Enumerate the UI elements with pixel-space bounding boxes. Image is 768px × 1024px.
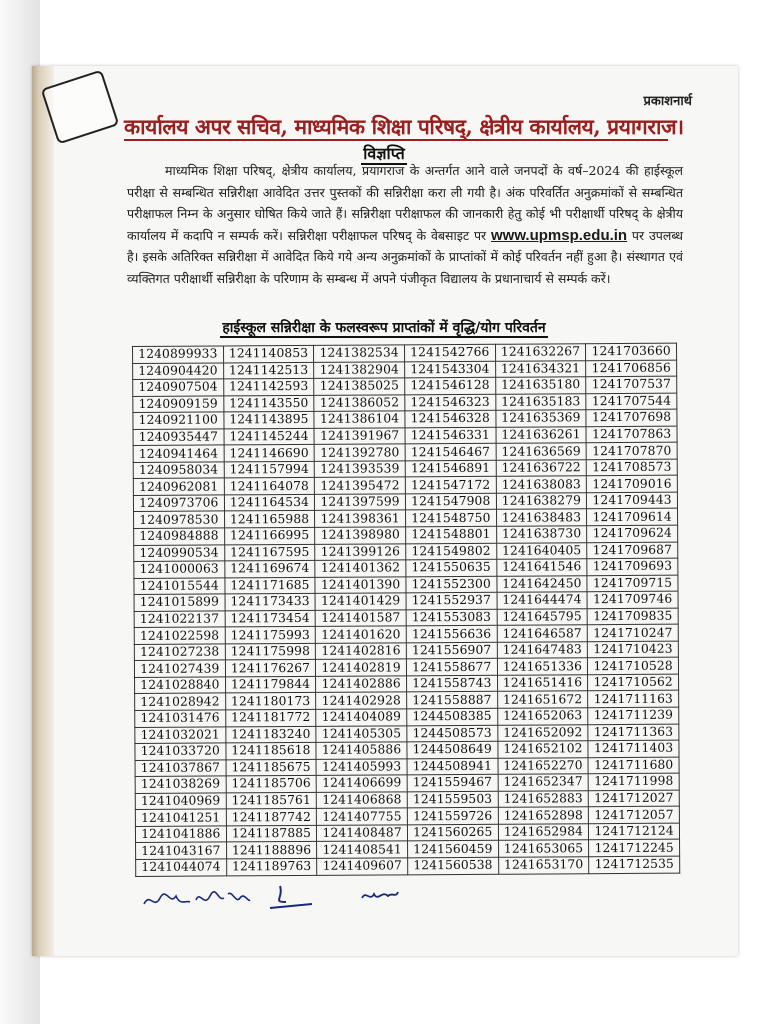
roll-number-cell: 1241709715: [587, 575, 678, 592]
roll-number-cell: 1241560538: [408, 857, 499, 874]
roll-number-cell: 1241546328: [405, 410, 496, 427]
roll-number-cell: 1241402928: [316, 692, 407, 709]
roll-number-cell: 1241711363: [588, 724, 679, 741]
roll-number-cell: 1241647483: [497, 642, 588, 659]
roll-number-cell: 1241169674: [224, 560, 315, 577]
roll-number-table-body: [133, 343, 680, 876]
roll-number-cell: 1241710247: [587, 624, 678, 641]
roll-number-cell: 1241652898: [498, 807, 589, 824]
roll-number-cell: 1241703660: [586, 343, 677, 360]
roll-number-cell: 1241709016: [587, 476, 678, 493]
roll-number-cell: 1241635180: [495, 377, 586, 394]
roll-number-cell: 1241712124: [589, 823, 680, 840]
roll-number-cell: 1241031476: [135, 710, 226, 727]
table-title: [0, 318, 768, 337]
roll-number-cell: 1241636722: [496, 460, 587, 477]
roll-number-cell: 1241404089: [316, 709, 407, 726]
signatures: [140, 880, 440, 920]
roll-number-cell: 1241397599: [315, 494, 406, 511]
roll-number-cell: 1241405886: [316, 742, 407, 759]
roll-number-cell: 1241709693: [587, 558, 678, 575]
roll-number-cell: 1241548750: [405, 510, 496, 527]
roll-number-cell: 1241559726: [407, 808, 498, 825]
roll-number-cell: 1241651336: [497, 658, 588, 675]
roll-number-cell: 1241405305: [316, 725, 407, 742]
roll-number-cell: 1241187742: [226, 809, 317, 826]
roll-number-cell: 1241142513: [223, 362, 314, 379]
signature-3: [228, 893, 250, 900]
roll-number-cell: 1240941464: [133, 445, 224, 462]
roll-number-cell: 1240990534: [134, 545, 225, 562]
roll-number-cell: 1241652883: [498, 790, 589, 807]
roll-number-cell: 1241542766: [404, 344, 495, 361]
page-fold-shadow: [32, 66, 54, 956]
roll-number-cell: 1241391967: [314, 428, 405, 445]
roll-number-cell: 1241707870: [586, 442, 677, 459]
roll-number-cell: 1241712057: [589, 806, 680, 823]
roll-number-cell: 1241401362: [315, 560, 406, 577]
roll-number-cell: 1241635369: [496, 410, 587, 427]
roll-number-cell: 1241157994: [224, 461, 315, 478]
signature-5: [362, 892, 398, 898]
heading-underline: [124, 139, 668, 141]
roll-number-cell: 1240899933: [133, 346, 224, 363]
roll-number-cell: 1241171685: [225, 577, 316, 594]
roll-number-cell: 1241398361: [315, 510, 406, 527]
roll-number-cell: 1240984888: [134, 528, 225, 545]
roll-number-cell: 1241644474: [497, 592, 588, 609]
roll-number-cell: 1241185618: [226, 743, 317, 760]
roll-number-cell: 1241173433: [225, 594, 316, 611]
roll-number-cell: 1244508573: [407, 725, 498, 742]
roll-number-cell: 1241646587: [497, 625, 588, 642]
roll-number-cell: 1241040969: [135, 793, 226, 810]
roll-number-cell: 1241165988: [224, 511, 315, 528]
roll-number-cell: 1241711239: [588, 707, 679, 724]
roll-number-cell: 1241553083: [406, 609, 497, 626]
office-heading: कार्यालय अपर सचिव, माध्यमिक शिक्षा परिषद्, क्षेत्रीय कार्यालय, प्रयागराज।: [124, 114, 684, 139]
roll-number-cell: 1241408487: [317, 825, 408, 842]
roll-number-cell: 1241634321: [495, 360, 586, 377]
roll-number-cell: 1241652102: [498, 741, 589, 758]
roll-number-cell: 1241041886: [135, 826, 226, 843]
roll-number-cell: 1240909159: [133, 396, 224, 413]
roll-number-cell: 1241636569: [496, 443, 587, 460]
roll-number-cell: 1241710528: [588, 658, 679, 675]
roll-number-cell: 1241398980: [315, 527, 406, 544]
roll-number-cell: 1241399126: [315, 543, 406, 560]
roll-number-cell: 1241166995: [224, 527, 315, 544]
roll-number-cell: 1241546128: [405, 377, 496, 394]
roll-number-cell: 1241000063: [134, 561, 225, 578]
notice-body-part1: माध्यमिक शिक्षा परिषद्, क्षेत्रीय कार्यालय, प्रयागराज के अन्तर्गत आने वाले जनपदों के वर्ष–2024 की हाईस्कूल परीक्षा से सम्बन्धित सन्निरीक्षा आवेदित उत्तर पुस्तकों की सन्निरीक्षा करा ली गयी है। अंक परिवर्तित अनुक्रमांकों से सम्बन्धित परीक्षाफल निम्न के अनुसार घोषित किये जाते हैं। सन्निरीक्षा परीक्षाफल की जानकारी हेतु कोई भी परीक्षार्थी परिषद् के क्षेत्रीय कार्यालय में कदापि न सम्पर्क करें। सन्निरीक्षा परीक्षाफल परिषद् के वेबसाइट पर: [127, 163, 683, 243]
roll-number-cell: 1241408541: [317, 841, 408, 858]
roll-number-cell: 1241028840: [135, 677, 226, 694]
roll-number-cell: 1241711998: [588, 773, 679, 790]
roll-number-cell: 1241027238: [134, 644, 225, 661]
roll-number-cell: 1241402886: [316, 676, 407, 693]
roll-number-cell: 1240958034: [133, 462, 224, 479]
notice-body: [127, 160, 683, 289]
roll-number-cell: 1241187885: [226, 825, 317, 842]
roll-number-cell: 1241183240: [225, 726, 316, 743]
roll-number-cell: 1241033720: [135, 743, 226, 760]
roll-number-cell: 1241556907: [406, 642, 497, 659]
signature-2: [196, 892, 224, 900]
roll-number-cell: 1241558677: [406, 659, 497, 676]
roll-number-cell: 1241407755: [317, 808, 408, 825]
roll-number-cell: 1241406699: [316, 775, 407, 792]
roll-number-cell: 1241179844: [225, 676, 316, 693]
roll-number-cell: 1241636261: [496, 426, 587, 443]
roll-number-cell: 1241189763: [226, 858, 317, 875]
roll-number-cell: 1241712535: [589, 856, 680, 873]
roll-number-cell: 1241710423: [588, 641, 679, 658]
roll-number-cell: 1241547172: [405, 477, 496, 494]
roll-number-cell: 1241707698: [586, 409, 677, 426]
roll-number-cell: 1241709746: [587, 591, 678, 608]
roll-number-cell: 1241652063: [497, 708, 588, 725]
roll-number-cell: 1240935447: [133, 429, 224, 446]
roll-number-cell: 1241185675: [226, 759, 317, 776]
roll-number-cell: 1241395472: [315, 477, 406, 494]
roll-number-cell: 1244508385: [407, 708, 498, 725]
roll-number-cell: 1241640405: [496, 542, 587, 559]
roll-number-cell: 1241143895: [224, 412, 315, 429]
roll-number-cell: 1241707537: [586, 376, 677, 393]
roll-number-cell: 1241708573: [586, 459, 677, 476]
roll-number-cell: 1240978530: [134, 511, 225, 528]
roll-number-cell: 1241022598: [134, 627, 225, 644]
roll-number-cell: 1241645795: [497, 608, 588, 625]
roll-number-cell: 1241185706: [226, 776, 317, 793]
publication-tag: प्रकाशनार्थ: [643, 94, 692, 109]
roll-number-cell: 1241709624: [587, 525, 678, 542]
roll-number-cell: 1240921100: [133, 412, 224, 429]
roll-number-cell: 1241401620: [316, 626, 407, 643]
roll-number-cell: 1241385025: [314, 378, 405, 395]
notice-title-text: विज्ञप्ति: [363, 144, 405, 163]
roll-number-cell: 1241711403: [588, 740, 679, 757]
roll-number-cell: 1241550635: [406, 559, 497, 576]
roll-number-cell: 1241038269: [135, 776, 226, 793]
roll-number-cell: 1241185761: [226, 792, 317, 809]
roll-number-cell: 1241653065: [498, 840, 589, 857]
roll-number-cell: 1241175993: [225, 627, 316, 644]
roll-number-cell: 1241710562: [588, 674, 679, 691]
roll-number-cell: 1241641546: [496, 559, 587, 576]
roll-number-cell: 1241181772: [225, 709, 316, 726]
roll-number-cell: 1241653170: [498, 857, 589, 874]
roll-number-cell: 1241543304: [405, 361, 496, 378]
roll-number-cell: 1241549802: [406, 543, 497, 560]
roll-number-cell: 1241402816: [316, 643, 407, 660]
roll-number-cell: 1241711163: [588, 691, 679, 708]
roll-number-cell: 1241560459: [407, 841, 498, 858]
roll-number-cell: 1241188896: [226, 842, 317, 859]
roll-number-cell: 1241028942: [135, 693, 226, 710]
roll-number-cell: 1241711680: [588, 757, 679, 774]
roll-number-cell: 1241140853: [223, 345, 314, 362]
roll-number-cell: 1241707544: [586, 393, 677, 410]
roll-number-cell: 1241401429: [315, 593, 406, 610]
roll-number-cell: 1241638279: [496, 493, 587, 510]
roll-number-cell: 1241043167: [136, 842, 227, 859]
roll-number-cell: 1241392780: [314, 444, 405, 461]
table-row: [136, 856, 680, 876]
roll-number-cell: 1241146690: [224, 445, 315, 462]
roll-number-cell: 1241632267: [495, 344, 586, 361]
roll-number-cell: 1241409607: [317, 858, 408, 875]
roll-number-cell: 1240973706: [133, 495, 224, 512]
roll-number-cell: 1241022137: [134, 611, 225, 628]
roll-number-cell: 1241552937: [406, 592, 497, 609]
table-title-text: हाईस्कूल सन्निरीक्षा के फलस्वरूप प्राप्तांकों में वृद्धि/योग परिवर्तन: [222, 320, 546, 336]
roll-number-cell: 1241175998: [225, 643, 316, 660]
roll-number-cell: 1241652984: [498, 824, 589, 841]
roll-number-cell: 1241709687: [587, 542, 678, 559]
roll-number-cell: 1241712245: [589, 840, 680, 857]
roll-number-cell: 1241041251: [135, 809, 226, 826]
roll-number-cell: 1241164078: [224, 478, 315, 495]
roll-number-cell: 1241712027: [589, 790, 680, 807]
roll-number-cell: 1241401587: [315, 610, 406, 627]
roll-number-cell: 1244508649: [407, 741, 498, 758]
roll-number-cell: 1241173454: [225, 610, 316, 627]
signature-4: [270, 886, 312, 908]
roll-number-cell: 1241032021: [135, 727, 226, 744]
roll-number-cell: 1241709443: [587, 492, 678, 509]
roll-number-cell: 1241393539: [315, 461, 406, 478]
signature-1: [144, 894, 190, 904]
roll-number-cell: 1241382534: [314, 345, 405, 362]
roll-number-cell: 1241556636: [406, 626, 497, 643]
roll-number-cell: 1241638483: [496, 509, 587, 526]
roll-number-cell: 1241015899: [134, 594, 225, 611]
roll-number-cell: 1241386104: [314, 411, 405, 428]
roll-number-cell: 1241709614: [587, 509, 678, 526]
roll-number-cell: 1241546891: [405, 460, 496, 477]
roll-number-cell: 1241552300: [406, 576, 497, 593]
roll-number-cell: 1241652092: [497, 724, 588, 741]
roll-number-cell: 1241706856: [586, 360, 677, 377]
roll-number-cell: 1244508941: [407, 758, 498, 775]
roll-number-cell: 1241145244: [224, 428, 315, 445]
roll-number-cell: 1241638083: [496, 476, 587, 493]
roll-number-cell: 1241382904: [314, 361, 405, 378]
roll-number-cell: 1241546331: [405, 427, 496, 444]
roll-number-cell: 1241027439: [134, 660, 225, 677]
roll-number-cell: 1241406868: [317, 792, 408, 809]
roll-number-cell: 1241558743: [406, 675, 497, 692]
roll-number-cell: 1241167595: [224, 544, 315, 561]
roll-number-table: [132, 343, 680, 877]
roll-number-cell: 1241401390: [315, 576, 406, 593]
roll-number-cell: 1241180173: [225, 693, 316, 710]
roll-number-cell: 1241652270: [498, 757, 589, 774]
roll-number-cell: 1241560265: [407, 824, 498, 841]
roll-number-cell: 1241548801: [406, 526, 497, 543]
roll-number-cell: 1241652347: [498, 774, 589, 791]
roll-number-cell: 1241709835: [587, 608, 678, 625]
roll-number-cell: 1241143550: [223, 395, 314, 412]
roll-number-cell: 1241638730: [496, 526, 587, 543]
roll-number-cell: 1241558887: [407, 692, 498, 709]
roll-number-cell: 1241386052: [314, 394, 405, 411]
roll-number-cell: 1240907504: [133, 379, 224, 396]
roll-number-cell: 1241642450: [497, 575, 588, 592]
roll-number-cell: 1241176267: [225, 660, 316, 677]
roll-number-cell: 1241037867: [135, 760, 226, 777]
roll-number-cell: 1241546467: [405, 444, 496, 461]
roll-number-cell: 1241707863: [586, 426, 677, 443]
roll-number-cell: 1241142593: [223, 378, 314, 395]
roll-number-cell: 1241044074: [136, 859, 227, 876]
roll-number-cell: 1240962081: [133, 478, 224, 495]
roll-number-cell: 1240904420: [133, 362, 224, 379]
roll-number-cell: 1241635183: [495, 393, 586, 410]
roll-number-cell: 1241546323: [405, 394, 496, 411]
roll-number-cell: 1241405993: [316, 758, 407, 775]
roll-number-cell: 1241559503: [407, 791, 498, 808]
roll-number-cell: 1241651416: [497, 675, 588, 692]
roll-number-cell: 1241651672: [497, 691, 588, 708]
roll-number-cell: 1241164534: [224, 494, 315, 511]
roll-number-cell: 1241559467: [407, 774, 498, 791]
roll-number-cell: 1241402819: [316, 659, 407, 676]
roll-number-cell: 1241547908: [405, 493, 496, 510]
roll-number-cell: 1241015544: [134, 578, 225, 595]
notice-body-part2: पर उपलब्ध है। इसके अतिरिक्त सन्निरीक्षा में आवेदित किये गये अन्य अनुक्रमांकों के प्राप्तांकों में कोई परिवर्तन नहीं हुआ है। संस्थागत एवं व्यक्तिगत परीक्षार्थी सन्निरीक्षा के परिणाम के सम्बन्ध में अपने पंजीकृत विद्यालय के प्रधानाचार्य से सम्पर्क करें।: [127, 227, 683, 286]
website-link[interactable]: www.upmsp.edu.in: [490, 226, 628, 244]
